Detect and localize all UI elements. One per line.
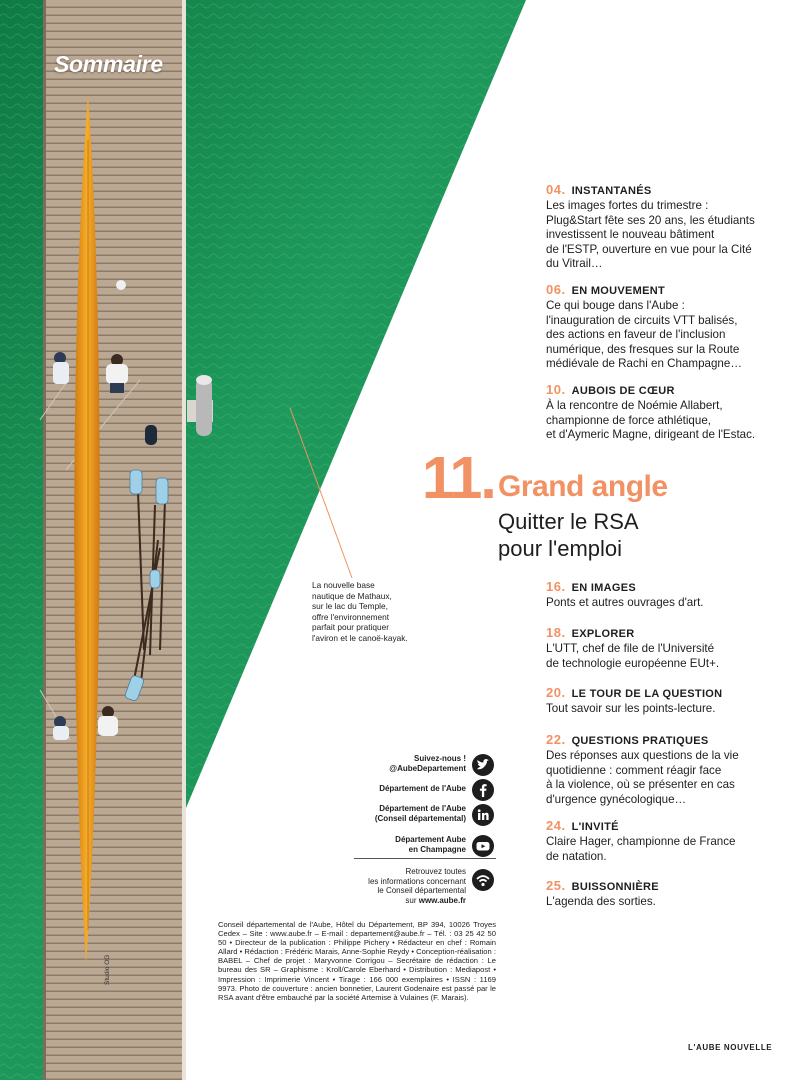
- caption-line: l'aviron et le canoë-kayak.: [312, 632, 408, 643]
- toc-page-number: 10.: [546, 382, 566, 397]
- toc-page-number: 22.: [546, 732, 566, 747]
- youtube-icon: [472, 835, 494, 857]
- toc-description: [546, 702, 786, 717]
- photo-caption: [312, 580, 430, 644]
- toc-page-number: 25.: [546, 878, 566, 893]
- toc-description-line: Ponts et autres ouvrages d'art.: [546, 596, 704, 609]
- social-link-linkedin[interactable]: [344, 804, 494, 830]
- toc-entry[interactable]: [546, 817, 786, 864]
- toc-description: [546, 596, 786, 611]
- toc-entry[interactable]: [546, 731, 786, 807]
- toc-description-line: Les images fortes du trimestre :: [546, 199, 709, 212]
- toc-entry-head: [546, 817, 786, 833]
- social-link-facebook[interactable]: [344, 779, 494, 805]
- toc-entry-head: [546, 381, 786, 397]
- website-info-line: le Conseil départemental: [377, 886, 466, 895]
- feature-subtitle: [498, 508, 639, 562]
- toc-category: INSTANTANÉS: [571, 185, 652, 197]
- wifi-icon: [472, 869, 494, 891]
- social-link-label-line: Département Aube: [395, 835, 466, 844]
- toc-description-line: championne de force athlétique,: [546, 413, 712, 427]
- toc-page-number: 24.: [546, 818, 566, 833]
- toc-description-line: à la violence, où se présenter en cas: [546, 778, 735, 791]
- toc-entry-head: [546, 684, 786, 700]
- social-link-label: [375, 804, 466, 823]
- toc-description-line: Des réponses aux questions de la vie: [546, 749, 739, 762]
- website-info-prefix: sur: [405, 895, 419, 905]
- linkedin-icon: [472, 804, 494, 826]
- toc-page-number: 16.: [546, 579, 566, 594]
- toc-entry[interactable]: [546, 381, 786, 443]
- social-link-label-line: en Champagne: [408, 844, 466, 854]
- toc-description-line: quotidienne : comment réagir face: [546, 763, 722, 777]
- toc-description-line: L'agenda des sorties.: [546, 895, 656, 908]
- toc-description-line: Ce qui bouge dans l'Aube :: [546, 299, 685, 312]
- toc-category: EN IMAGES: [571, 582, 637, 594]
- feature-subtitle-line: pour l'emploi: [498, 536, 623, 561]
- toc-category: EN MOUVEMENT: [571, 285, 666, 297]
- feature-number: 11.: [422, 445, 497, 511]
- toc-description: [546, 895, 786, 910]
- toc-description-line: des actions en faveur de l'inclusion: [546, 328, 726, 341]
- social-link-twitter[interactable]: [344, 754, 494, 780]
- toc-page-number: 04.: [546, 182, 566, 197]
- social-link-label-line: Département de l'Aube: [379, 804, 466, 813]
- toc-description: [546, 399, 786, 443]
- toc-description-line: du Vitrail…: [546, 257, 603, 270]
- toc-description: [546, 749, 786, 807]
- toc-description-line: et d'Aymeric Magne, dirigeant de l'Estac.: [546, 428, 756, 441]
- social-link-label-line: Suivez-nous !: [413, 754, 466, 763]
- website-info-last-line: [368, 896, 466, 906]
- page-title: Sommaire: [54, 51, 163, 77]
- toc-category: BUISSONNIÈRE: [571, 881, 659, 893]
- caption-line: offre l'environnement: [312, 611, 390, 622]
- toc-category: LE TOUR DE LA QUESTION: [571, 688, 723, 700]
- website-info-line: les informations concernant: [368, 876, 466, 886]
- toc-category: AUBOIS DE CŒUR: [571, 385, 675, 397]
- toc-entry[interactable]: [546, 877, 786, 910]
- social-link-label: [389, 754, 466, 773]
- social-link-label-line: Département de l'Aube: [379, 784, 466, 793]
- toc-description-line: Tout savoir sur les points-lecture.: [546, 702, 716, 715]
- footer-brand: L'AUBE NOUVELLE: [688, 1043, 773, 1052]
- twitter-icon: [472, 754, 494, 776]
- imprint-text: Conseil départemental de l'Aube, Hôtel du Département, BP 394, 10026 Troyes Cedex – Site : www.aube.fr – E-mail : departement@aube.fr – Tél. : 03 25 42 50 50 • Directeur de la publication : Philippe Pichery • Rédacteur en chef : Romain Allard • Rédaction : Frédéric Marais, Anne-Sophie Reydy • Conception-réalisation : BABEL – Chef de projet : Maryvonne Corrigou – Secrétaire de rédaction : Le bureau des SR – Graphisme : Kroll/Carole Eberhard • Distribution : Mediapost • Impression : Imprimerie Vincent • Tirage : 166 000 exemplaires • ISSN : 1169 9973. Photo de couverture : ancien bonnetier, Laurent Godenaire est passé par le RSA avant d'être embauché par la société Artemise à Vulaines (F. Marais).: [218, 920, 496, 1002]
- toc-category: QUESTIONS PRATIQUES: [571, 735, 709, 747]
- social-link-label: [379, 784, 466, 794]
- toc-entry-head: [546, 281, 786, 297]
- caption-line: nautique de Mathaux,: [312, 590, 392, 601]
- feature-subtitle-line: Quitter le RSA: [498, 509, 639, 534]
- toc-category: L'INVITÉ: [571, 821, 619, 833]
- toc-page-number: 18.: [546, 625, 566, 640]
- social-link-label-line: @AubeDepartement: [389, 763, 466, 773]
- toc-description-line: l'inauguration de circuits VTT balisés,: [546, 313, 738, 327]
- facebook-icon: [472, 779, 494, 801]
- toc-description-line: de natation.: [546, 849, 607, 863]
- toc-description-line: Claire Hager, championne de France: [546, 835, 736, 848]
- toc-entry-head: [546, 731, 786, 747]
- toc-entry[interactable]: [546, 181, 786, 272]
- toc-description-line: numérique, des fresques sur la Route: [546, 342, 740, 356]
- toc-entry-head: [546, 624, 786, 640]
- toc-description: [546, 299, 786, 372]
- toc-description-line: L'UTT, chef de file de l'Université: [546, 642, 715, 655]
- caption-line: parfait pour pratiquer: [312, 622, 390, 633]
- toc-description-line: investissent le nouveau bâtiment: [546, 228, 715, 241]
- caption-line: La nouvelle base: [312, 580, 375, 590]
- toc-entry[interactable]: [546, 684, 786, 717]
- toc-description-line: médiévale de Rachi en Champagne…: [546, 357, 742, 370]
- photo-credit: Studio OG: [104, 954, 111, 985]
- caption-line: sur le lac du Temple,: [312, 601, 388, 612]
- toc-description: [546, 199, 786, 272]
- toc-description: [546, 642, 786, 671]
- toc-entry[interactable]: [546, 578, 786, 611]
- toc-description-line: d'urgence gynécologique…: [546, 792, 687, 806]
- divider: [354, 858, 496, 859]
- website-link[interactable]: www.aube.fr: [418, 895, 466, 905]
- feature-title: Grand angle: [498, 470, 668, 503]
- toc-entry-head: [546, 181, 786, 197]
- toc-description-line: Plug&Start fête ses 20 ans, les étudiants: [546, 213, 755, 227]
- toc-page-number: 06.: [546, 282, 566, 297]
- toc-entry[interactable]: [546, 281, 786, 372]
- toc-description-line: À la rencontre de Noémie Allabert,: [546, 399, 723, 412]
- toc-description-line: de l'ESTP, ouverture en vue pour la Cité: [546, 242, 752, 256]
- website-info-line: Retrouvez toutes: [405, 867, 466, 876]
- toc-entry-head: [546, 578, 786, 594]
- toc-description: [546, 835, 786, 864]
- toc-category: EXPLORER: [571, 628, 635, 640]
- toc-description-line: de technologie européenne EUt+.: [546, 656, 720, 670]
- website-info-label: [368, 867, 466, 905]
- toc-entry-head: [546, 877, 786, 893]
- social-link-label: [395, 835, 466, 854]
- website-info[interactable]: [344, 867, 494, 911]
- toc-page-number: 20.: [546, 685, 566, 700]
- toc-entry[interactable]: [546, 624, 786, 671]
- social-link-label-line: (Conseil départemental): [374, 813, 466, 823]
